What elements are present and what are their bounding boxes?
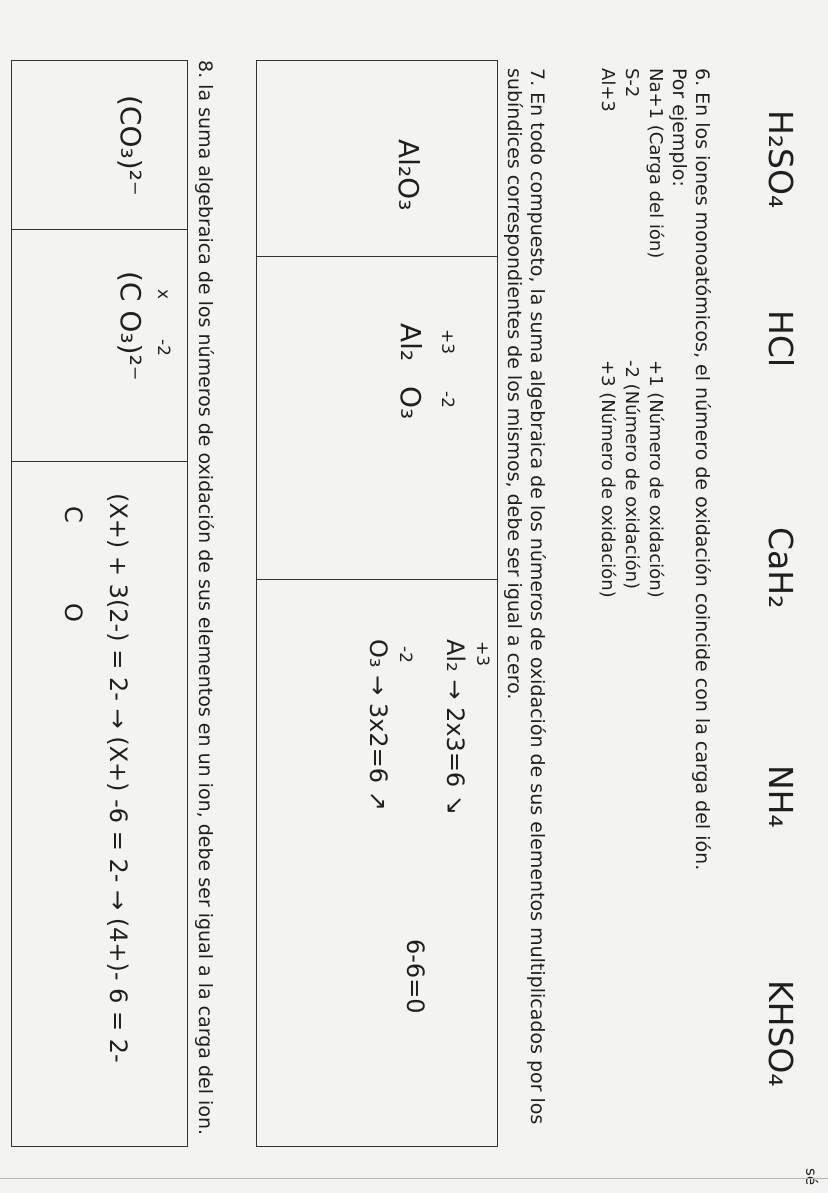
rule6-line2: Por ejemplo: xyxy=(668,68,690,187)
rule7-ox-o: -2 xyxy=(437,391,457,408)
table-divider xyxy=(12,229,187,230)
rule7-calc-o-ox: -2 xyxy=(395,646,415,663)
rule7-o-symbol: O₃ xyxy=(394,386,427,420)
rule8-formula: (CO₃)²⁻ xyxy=(114,95,147,196)
rule7-table xyxy=(256,60,498,1147)
rule7-calc-al-ox: +3 xyxy=(472,641,492,667)
formula-cah2: CaH₂ xyxy=(761,527,800,609)
rule6-ox-al: +3 (Número de oxidación) xyxy=(597,360,618,598)
rule6-ion-al: Al+3 xyxy=(597,68,618,112)
rule7-result: 6-6=0 xyxy=(401,939,429,1014)
rule8-ox-c: x xyxy=(153,289,173,300)
rule8-ox-o: -2 xyxy=(153,339,173,356)
rule6-ox-s: -2 (Número de oxidación) xyxy=(621,360,642,590)
table-divider xyxy=(257,579,497,580)
rule6-ox-na: +1 (Número de oxidación) xyxy=(645,360,666,598)
formula-nh4: NH₄ xyxy=(761,765,800,828)
rule7-calc-o: O₃ → 3x2=6 ↗ xyxy=(364,639,392,811)
table-divider xyxy=(257,256,497,257)
formula-khso4: KHSO₄ xyxy=(761,980,800,1087)
rule8-under-c: C xyxy=(59,506,87,523)
rule7-line2: subíndices correspondientes de los mismos, debe ser igual a cero. xyxy=(503,68,525,700)
rule8-ion-expanded: (C O₃)²⁻ xyxy=(114,271,147,381)
rule8-under-o: O xyxy=(59,603,87,622)
formula-h2so4: H₂SO₄ xyxy=(761,110,800,209)
rule8-equation: (X+) + 3(2-) = 2- → (X+) -6 = 2- → (4+)- 6 = 2- xyxy=(104,493,132,1063)
rule7-line1: 7. En todo compuesto, la suma algebraica de los números de oxidación de sus elementos multiplicados por los xyxy=(526,68,548,1125)
rule6-ion-na: Na+1 (Carga del ión) xyxy=(645,68,666,259)
rule7-al-symbol: Al₂ xyxy=(394,323,427,362)
corner-mark: sé xyxy=(802,1168,820,1186)
page-edge xyxy=(0,1178,828,1179)
rule8-line1: 8. la suma algebraica de los números de oxidación de sus elementos en un ion, debe ser igual a la carga del ion. xyxy=(194,60,216,1136)
table-divider xyxy=(12,461,187,462)
rule7-ox-al: +3 xyxy=(437,329,457,355)
rule7-calc-al: Al₂ → 2x3=6 ↘ xyxy=(441,639,469,815)
rule6-ion-s: S-2 xyxy=(621,68,642,98)
rule8-table xyxy=(11,60,188,1147)
rule6-line1: 6. En los iones monoatómicos, el número de oxidación coincide con la carga del ión. xyxy=(691,68,713,871)
rule7-formula: Al₂O₃ xyxy=(392,139,425,211)
formula-hcl: HCl xyxy=(761,310,800,368)
